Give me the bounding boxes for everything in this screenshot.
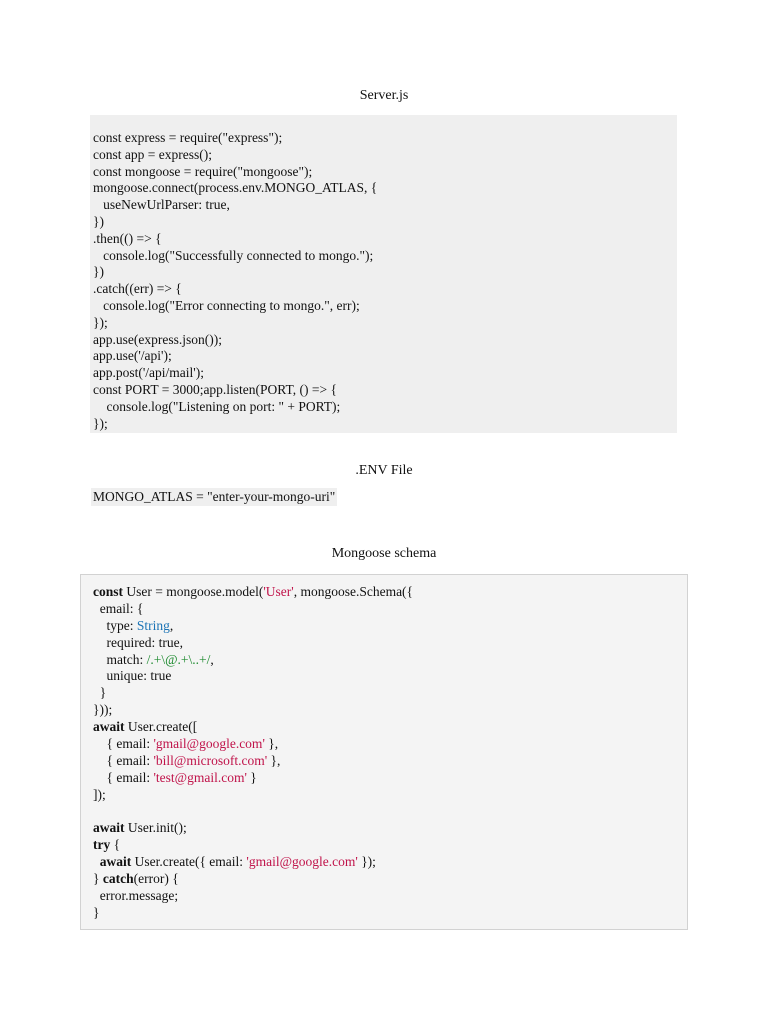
code-line bbox=[93, 584, 687, 601]
code-line: }); bbox=[93, 314, 108, 330]
server-js-heading: Server.js bbox=[359, 88, 409, 103]
keyword: try bbox=[93, 837, 111, 853]
type-name: String bbox=[136, 617, 170, 633]
code-text: } bbox=[246, 769, 257, 785]
code-line: const express = require("express"); bbox=[93, 130, 283, 145]
code-text: type: bbox=[93, 617, 137, 633]
code-line bbox=[93, 753, 687, 770]
code-line bbox=[93, 804, 687, 821]
code-text: }); bbox=[357, 854, 376, 870]
code-line bbox=[93, 736, 687, 753]
code-line: useNewUrlParser: true, bbox=[93, 197, 230, 213]
string-literal: 'User' bbox=[263, 584, 294, 599]
code-text: }, bbox=[267, 752, 281, 768]
mongoose-schema-heading: Mongoose schema bbox=[331, 546, 437, 561]
code-line: .catch((err) => { bbox=[93, 281, 182, 297]
code-line: .then(() => { bbox=[93, 230, 162, 246]
string-literal: 'bill@microsoft.com' bbox=[153, 752, 268, 768]
schema-code-block bbox=[80, 574, 688, 930]
code-line: }) bbox=[93, 213, 104, 229]
code-text: User.create({ email: bbox=[131, 854, 247, 870]
code-line: app.use(express.json()); bbox=[93, 331, 222, 347]
code-line: error.message; bbox=[93, 888, 179, 904]
code-line: const app = express(); bbox=[93, 146, 212, 162]
code-text: { email: bbox=[93, 736, 154, 752]
regex-literal: /.+\@.+\..+/ bbox=[146, 651, 211, 667]
code-text: , bbox=[169, 617, 174, 633]
code-line: } bbox=[93, 685, 107, 701]
code-line: unique: true bbox=[93, 668, 172, 684]
keyword: await bbox=[93, 820, 125, 836]
code-line: })); bbox=[93, 702, 113, 718]
code-line: console.log("Successfully connected to mongo."); bbox=[93, 247, 374, 263]
code-text: }, bbox=[264, 736, 279, 752]
code-text: } bbox=[93, 871, 103, 887]
code-line: ]); bbox=[93, 786, 106, 802]
code-line: app.post('/api/mail'); bbox=[93, 365, 204, 381]
code-line: }) bbox=[93, 264, 104, 280]
code-text bbox=[93, 854, 100, 869]
server-code-block bbox=[90, 115, 677, 433]
code-line bbox=[93, 652, 687, 669]
keyword: await bbox=[99, 854, 132, 870]
code-text: User.init(); bbox=[124, 820, 187, 836]
string-literal: 'gmail@google.com' bbox=[246, 854, 358, 870]
code-text: { email: bbox=[93, 752, 154, 768]
code-line: app.use('/api'); bbox=[93, 348, 172, 364]
code-text: (error) { bbox=[133, 871, 179, 887]
code-line bbox=[93, 871, 687, 888]
string-literal: 'test@gmail.com' bbox=[153, 769, 247, 785]
string-literal: 'gmail@google.com' bbox=[153, 736, 265, 752]
code-line bbox=[93, 837, 687, 854]
env-variable-line: MONGO_ATLAS = "enter-your-mongo-uri" bbox=[93, 489, 336, 504]
keyword: const bbox=[93, 584, 123, 599]
code-line: } bbox=[93, 904, 100, 920]
keyword: await bbox=[93, 719, 125, 735]
code-line: const PORT = 3000;app.listen(PORT, () => { bbox=[93, 381, 337, 397]
keyword: catch bbox=[102, 871, 134, 887]
code-line bbox=[93, 854, 687, 871]
code-line: mongoose.connect(process.env.MONGO_ATLAS, { bbox=[93, 180, 378, 196]
code-text: User.create([ bbox=[124, 719, 198, 735]
code-line: required: true, bbox=[93, 634, 183, 650]
code-line bbox=[93, 770, 687, 787]
code-text: User = mongoose.model( bbox=[123, 584, 264, 599]
code-line: console.log("Error connecting to mongo.", err); bbox=[93, 297, 360, 313]
code-line bbox=[93, 820, 687, 837]
code-text: , mongoose.Schema({ bbox=[293, 584, 414, 599]
code-text: , bbox=[210, 651, 214, 667]
code-line bbox=[93, 618, 687, 635]
code-line bbox=[93, 719, 687, 736]
code-line: const mongoose = require("mongoose"); bbox=[93, 163, 313, 179]
code-line: email: { bbox=[93, 600, 144, 616]
code-text: { email: bbox=[93, 769, 154, 785]
code-text: { bbox=[110, 837, 121, 853]
code-line: console.log("Listening on port: " + PORT); bbox=[93, 398, 341, 414]
code-text: match: bbox=[93, 651, 147, 667]
env-file-heading: .ENV File bbox=[355, 463, 413, 478]
code-line: }); bbox=[93, 415, 108, 431]
